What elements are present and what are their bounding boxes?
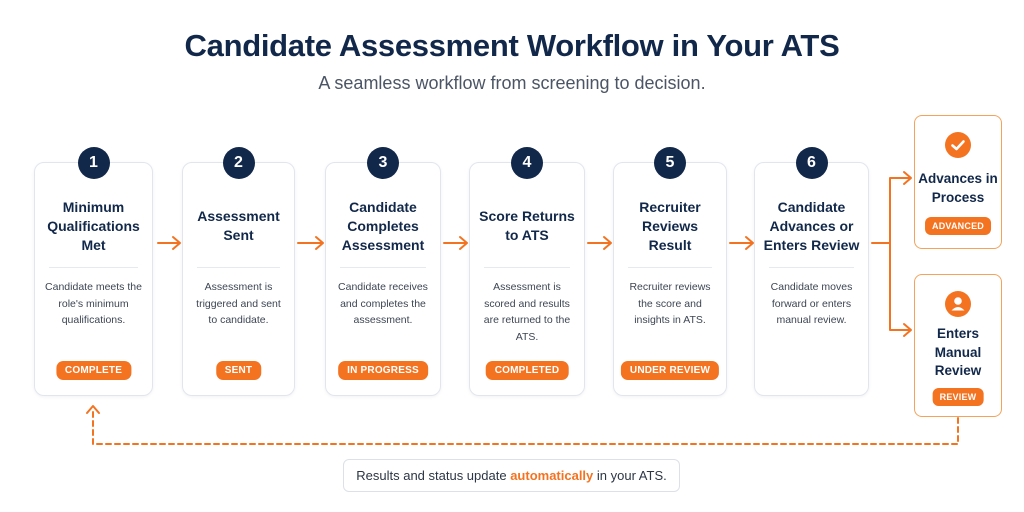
feedback-loop-dashed: [93, 408, 958, 444]
step-status-badge: COMPLETED: [486, 361, 569, 380]
outcome-card-advanced: [914, 115, 1002, 249]
page-subtitle: A seamless workflow from screening to decision.: [318, 73, 706, 93]
footer-text-before: Results and status update: [356, 468, 511, 483]
step-description: Candidate meets the role's minimum qualifications.: [45, 281, 142, 326]
step-divider: [340, 267, 426, 268]
page-title: Candidate Assessment Workflow in Your ATS: [184, 28, 840, 63]
step-description: Candidate receives and completes the assessment.: [338, 281, 428, 326]
step-title: Candidate Completes Assessment: [341, 198, 425, 253]
step-title: Minimum Qualifications Met: [47, 198, 140, 253]
outcome-card-review: [914, 274, 1002, 417]
step-number-badge: 3: [367, 147, 399, 179]
step-card-5: [613, 154, 727, 396]
step-description: Assessment is scored and results are returned to the ATS.: [483, 281, 571, 343]
step-description: Assessment is triggered and sent to candidate.: [196, 281, 281, 326]
step-number-badge: 6: [796, 147, 828, 179]
step-number-badge: 4: [511, 147, 543, 179]
step-status-badge: UNDER REVIEW: [621, 361, 719, 380]
step-description: Recruiter reviews the score and insights in ATS.: [629, 281, 711, 326]
step-divider: [628, 267, 712, 268]
outcome-title: Enters Manual Review: [934, 326, 982, 378]
step-card-1: [34, 154, 153, 396]
step-number-badge: 1: [78, 147, 110, 179]
footer-highlight: automatically: [510, 468, 594, 483]
step-status-badge: IN PROGRESS: [338, 361, 428, 380]
step-card-6: [754, 154, 869, 396]
step-divider: [49, 267, 138, 268]
step-number-badge: 5: [654, 147, 686, 179]
step-status-badge: COMPLETE: [56, 361, 131, 380]
step-title: Score Returns to ATS: [479, 208, 575, 243]
step-title: Assessment Sent: [197, 208, 280, 243]
outcome-title: Advances in Process: [918, 171, 998, 205]
step-title: Recruiter Reviews Result: [639, 198, 701, 253]
step-card-4: [469, 154, 585, 396]
connector-branch: [872, 178, 910, 330]
outcome-status-badge: ADVANCED: [925, 217, 991, 235]
step-card-2: [182, 154, 295, 396]
outcome-status-badge: REVIEW: [933, 388, 984, 406]
footer-text-after: in your ATS.: [593, 468, 667, 483]
person-icon: [945, 291, 971, 317]
step-card-3: [325, 154, 441, 396]
step-divider: [197, 267, 280, 268]
step-divider: [769, 267, 854, 268]
step-divider: [484, 267, 570, 268]
step-number-badge: 2: [223, 147, 255, 179]
check-circle-icon: [945, 132, 971, 158]
footer-note: [343, 459, 680, 492]
step-status-badge: SENT: [216, 361, 261, 380]
step-title: Candidate Advances or Enters Review: [763, 198, 860, 253]
step-description: Candidate moves forward or enters manual review.: [770, 281, 853, 326]
